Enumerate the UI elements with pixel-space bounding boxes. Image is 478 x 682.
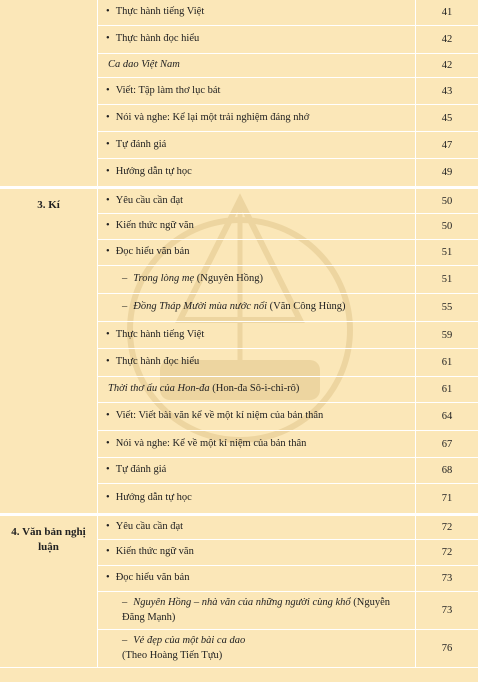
toc-entry[interactable]: [98, 26, 416, 54]
toc-entry[interactable]: [98, 266, 416, 294]
toc-entry-text: [106, 111, 309, 125]
toc-entry[interactable]: [98, 514, 416, 540]
toc-entry-text: [106, 463, 166, 477]
toc-entry-title: Tự đánh giá: [115, 464, 167, 476]
toc-entry-text: [106, 596, 409, 624]
toc-page-number: 72: [416, 540, 478, 566]
toc-entry[interactable]: [98, 294, 416, 322]
toc-entry-title: Viết: Tập làm thơ lục bát: [115, 84, 221, 96]
toc-entry-title: Tự đánh giá: [115, 138, 167, 150]
toc-page-number: 43: [416, 78, 478, 105]
toc-page-number: 76: [416, 630, 478, 668]
section-label: [0, 0, 98, 187]
toc-entry[interactable]: [98, 105, 416, 132]
toc-entry[interactable]: [98, 159, 416, 187]
toc-entry-title: Vẻ đẹp của một bài ca dao: [133, 635, 246, 647]
toc-entry-title: Nguyên Hồng – nhà văn của những người cùng khổ: [133, 597, 351, 609]
toc-entry-title: Kiến thức ngữ văn: [115, 546, 194, 558]
toc-entry-text: [106, 634, 245, 662]
toc-entry-title: Hướng dẫn tự học: [115, 166, 192, 178]
toc-entry[interactable]: [98, 377, 416, 403]
toc-entry-title: Yêu cầu cần đạt: [115, 194, 184, 206]
toc-entry[interactable]: [98, 349, 416, 377]
toc-entry-title: Kiến thức ngữ văn: [115, 220, 194, 232]
toc-page-number: 61: [416, 349, 478, 377]
toc-entry-text: [106, 571, 189, 585]
toc-entry-text: [106, 58, 180, 72]
toc-entry-title: Thực hành đọc hiểu: [115, 356, 200, 368]
toc-entry[interactable]: [98, 54, 416, 78]
section-label: 4. Văn bản nghị luận: [0, 514, 98, 668]
toc-entry-text: [106, 437, 306, 451]
toc-entry-title: Nói và nghe: Kể lại một trải nghiệm đáng nhớ: [115, 111, 310, 123]
toc-page-number: 59: [416, 322, 478, 349]
toc-entry-text: [106, 245, 189, 259]
toc-page-number: 51: [416, 240, 478, 266]
toc-page-number: 72: [416, 514, 478, 540]
toc-entry-author: (Hon-đa Sô-i-chi-rô): [209, 383, 300, 395]
toc-entry-title: Trong lòng mẹ: [133, 273, 195, 285]
toc-page-number: 51: [416, 266, 478, 294]
toc-page-number: 67: [416, 431, 478, 458]
toc-entry-author: (Văn Công Hùng): [267, 301, 346, 313]
toc-page-number: 50: [416, 214, 478, 240]
toc-entry-text: [106, 5, 204, 19]
toc-entry-title: Hướng dẫn tự học: [115, 492, 192, 504]
toc-page-number: 55: [416, 294, 478, 322]
toc-entry[interactable]: [98, 78, 416, 105]
toc-entry-text: [106, 491, 192, 505]
toc-page-number: 68: [416, 458, 478, 484]
toc-entry-author: (Nguyễn Đăng Mạnh): [122, 597, 391, 623]
toc-entry[interactable]: [98, 592, 416, 630]
toc-page-number: 41: [416, 0, 478, 26]
toc-entry-title: Yêu cầu cần đạt: [115, 521, 184, 533]
toc-entry-text: [106, 219, 194, 233]
toc-entry-text: [106, 138, 166, 152]
toc-entry-title: Đọc hiểu văn bản: [115, 246, 190, 258]
toc-entry-title: Thực hành tiếng Việt: [115, 328, 205, 340]
toc-entry[interactable]: [98, 187, 416, 214]
toc-page-number: 42: [416, 26, 478, 54]
toc-page-number: 64: [416, 403, 478, 431]
toc-entry-text: [106, 84, 220, 98]
toc-entry[interactable]: [98, 0, 416, 26]
toc-entry-text: [106, 409, 323, 423]
toc-entry[interactable]: [98, 458, 416, 484]
toc-entry[interactable]: [98, 630, 416, 668]
toc-entry[interactable]: [98, 566, 416, 592]
toc-page-number: 47: [416, 132, 478, 159]
toc-entry-title: Đồng Tháp Mười mùa nước nổi: [133, 301, 268, 313]
toc-entry-text: [106, 382, 299, 396]
toc-entry-text: [106, 355, 199, 369]
toc-page-number: 45: [416, 105, 478, 132]
toc-page-number: 42: [416, 54, 478, 78]
toc-entry[interactable]: [98, 240, 416, 266]
toc-entry-text: [106, 272, 263, 286]
toc-entry-title: Viết: Viết bài văn kể về một kỉ niệm của bản thân: [115, 410, 324, 422]
toc-entry[interactable]: [98, 484, 416, 514]
toc-page-number: 73: [416, 592, 478, 630]
toc-page-number: 49: [416, 159, 478, 187]
toc-entry-text: [106, 165, 192, 179]
toc-entry-text: [106, 194, 183, 208]
toc-entry-title: Ca dao Việt Nam: [108, 59, 180, 71]
toc-entry-title: Thực hành tiếng Việt: [115, 6, 205, 18]
toc-page-number: 73: [416, 566, 478, 592]
toc-entry-author: (Nguyên Hồng): [194, 273, 263, 285]
toc-entry-author: (Theo Hoàng Tiến Tựu): [122, 649, 223, 661]
toc-entry-title: Thực hành đọc hiểu: [115, 33, 200, 45]
toc-entry-title: Nói và nghe: Kể về một kỉ niệm của bản thân: [115, 437, 307, 449]
toc-entry-text: [106, 32, 199, 46]
toc-entry[interactable]: [98, 132, 416, 159]
toc-entry[interactable]: [98, 403, 416, 431]
toc-entry[interactable]: [98, 214, 416, 240]
toc-entry-title: Đọc hiểu văn bản: [115, 572, 190, 584]
toc-entry[interactable]: [98, 322, 416, 349]
toc-entry-text: [106, 545, 194, 559]
toc-entry-text: [106, 328, 204, 342]
section-label: 3. Kí: [0, 187, 98, 514]
toc-entry[interactable]: [98, 540, 416, 566]
toc-page-number: 61: [416, 377, 478, 403]
toc-page-number: 71: [416, 484, 478, 514]
toc-entry-text: [106, 300, 346, 314]
toc-page-number: 50: [416, 187, 478, 214]
toc-entry[interactable]: [98, 431, 416, 458]
toc-entry-title: Thời thơ ấu của Hon-đa: [108, 383, 210, 395]
toc-entry-text: [106, 520, 183, 534]
